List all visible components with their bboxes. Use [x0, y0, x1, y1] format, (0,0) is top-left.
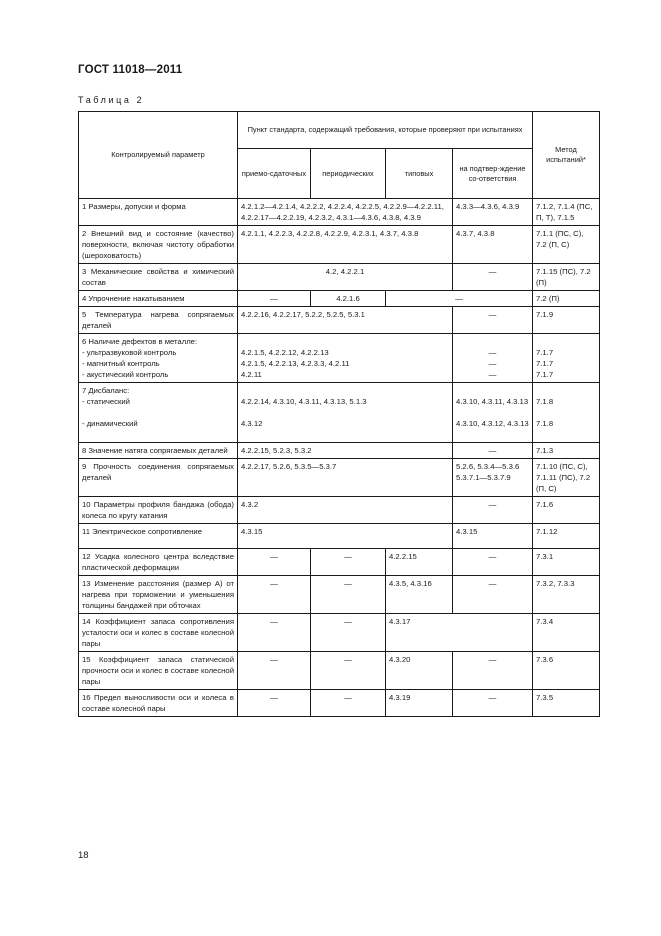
col-type: типовых	[386, 149, 453, 199]
table-row	[79, 383, 600, 443]
value-line: 4.2.11	[241, 370, 262, 379]
per-cell: 4.2.1.6	[311, 291, 386, 307]
value-line: 7.1.8	[536, 419, 554, 428]
param-cell: 11 Электрическое сопротивление	[79, 524, 238, 549]
per-cell: —	[311, 652, 386, 690]
table-row	[79, 497, 600, 524]
param-cell	[79, 383, 238, 443]
type-conf-cell: 4.3.17	[386, 614, 533, 652]
method-cell: 7.1.9	[533, 307, 600, 334]
table-caption: Таблица 2	[78, 95, 145, 105]
conf-cell: —	[453, 497, 533, 524]
acc-type-cell: 4.2.2.16, 4.2.2.17, 5.2.2, 5.2.5, 5.3.1	[238, 307, 453, 334]
table-row	[79, 443, 600, 459]
acc-type-cell: 4.3.2	[238, 497, 453, 524]
method-cell	[533, 383, 600, 443]
acc-cell: —	[238, 576, 311, 614]
param-sub: - динамический	[82, 419, 138, 428]
col-periodic: периодических	[311, 149, 386, 199]
acc-type-cell: 4.2, 4.2.2.1	[238, 264, 453, 291]
conf-cell: 5.2.6, 5.3.4—5.3.6 5.3.7.1—5.3.7.9	[453, 459, 533, 497]
table-row	[79, 226, 600, 264]
conf-cell: —	[453, 307, 533, 334]
method-cell: 7.3.6	[533, 652, 600, 690]
table-row	[79, 264, 600, 291]
type-cell: 4.3.19	[386, 690, 453, 717]
per-cell: —	[311, 549, 386, 576]
acc-cell: —	[238, 690, 311, 717]
per-cell: —	[311, 576, 386, 614]
method-cell: 7.1.1 (ПС, С), 7.2 (П, С)	[533, 226, 600, 264]
value-line: 7.1.8	[536, 397, 554, 406]
table-row	[79, 307, 600, 334]
conf-cell	[453, 383, 533, 443]
value-line: 7.1.7	[536, 370, 554, 379]
table-row	[79, 549, 600, 576]
table-row	[79, 524, 600, 549]
per-cell: —	[311, 690, 386, 717]
param-cell: 10 Параметры профиля бандажа (обода) колеса по кругу катания	[79, 497, 238, 524]
requirements-table	[78, 111, 600, 717]
param-cell: 4 Упрочнение накатыванием	[79, 291, 238, 307]
method-cell: 7.1.3	[533, 443, 600, 459]
acc-cell: —	[238, 652, 311, 690]
value-line: 4.3.10, 4.3.11, 4.3.13	[456, 397, 529, 406]
method-cell: 7.1.12	[533, 524, 600, 549]
type-conf-cell: —	[386, 291, 533, 307]
conf-cell: —	[453, 576, 533, 614]
type-cell: 4.3.5, 4.3.16	[386, 576, 453, 614]
method-cell: 7.3.1	[533, 549, 600, 576]
value-line: 7.1.7	[536, 348, 554, 357]
method-cell: 7.3.2, 7.3.3	[533, 576, 600, 614]
method-cell: 7.1.15 (ПС), 7.2 (П)	[533, 264, 600, 291]
acc-type-cell	[238, 383, 453, 443]
param-title: 7 Дисбаланс:	[82, 386, 130, 395]
table-row	[79, 652, 600, 690]
col-group: Пункт стандарта, содержащий требования, которые проверяют при испытаниях	[238, 112, 533, 149]
conf-cell: —	[453, 264, 533, 291]
param-sub: - ультразвуковой контроль	[82, 348, 177, 357]
method-cell: 7.1.6	[533, 497, 600, 524]
acc-type-cell: 4.2.2.15, 5.2.3, 5.3.2	[238, 443, 453, 459]
method-cell: 7.1.10 (ПС, С), 7.1.11 (ПС), 7.2 (П, С)	[533, 459, 600, 497]
param-cell	[79, 334, 238, 383]
value-line: —	[488, 370, 497, 379]
param-cell: 14 Коэффициент запаса сопротивления усталости оси и колес в составе колесной пары	[79, 614, 238, 652]
type-cell: 4.3.20	[386, 652, 453, 690]
value-line: 4.2.1.5, 4.2.2.13, 4.2.3.3, 4.2.11	[241, 359, 350, 368]
value-line: 7.1.7	[536, 359, 554, 368]
acc-cell: —	[238, 291, 311, 307]
col-conformity: на подтвер-ждение со-ответствия	[453, 149, 533, 199]
method-cell: 7.3.5	[533, 690, 600, 717]
param-cell: 1 Размеры, допуски и форма	[79, 199, 238, 226]
param-sub: - акустический контроль	[82, 370, 169, 379]
method-cell	[533, 334, 600, 383]
conf-cell	[453, 334, 533, 383]
conf-cell: —	[453, 443, 533, 459]
value-line: 4.2.2.14, 4.3.10, 4.3.11, 4.3.13, 5.1.3	[241, 397, 367, 406]
acc-type-cell: 4.2.1.1, 4.2.2.3, 4.2.2.8, 4.2.2.9, 4.2.3.1, 4.3.7, 4.3.8	[238, 226, 453, 264]
table-row	[79, 576, 600, 614]
page-number: 18	[78, 850, 89, 861]
param-cell: 5 Температура нагрева сопрягаемых деталей	[79, 307, 238, 334]
method-cell: 7.1.2, 7.1.4 (ПС, П, Т), 7.1.5	[533, 199, 600, 226]
param-sub: - статический	[82, 397, 130, 406]
param-cell: 12 Усадка колесного центра вследствие пластической деформации	[79, 549, 238, 576]
param-cell: 8 Значение натяга сопрягаемых деталей	[79, 443, 238, 459]
col-method: Метод испытаний*	[533, 112, 600, 199]
table-row	[79, 459, 600, 497]
table-row	[79, 690, 600, 717]
param-cell: 15 Коэффициент запаса статической прочности оси и колес в составе колесной пары	[79, 652, 238, 690]
table-row	[79, 291, 600, 307]
param-cell: 9 Прочность соединения сопрягаемых деталей	[79, 459, 238, 497]
param-sub: - магнитный контроль	[82, 359, 160, 368]
value-line: 4.3.12	[241, 419, 263, 428]
conf-cell: 4.3.7, 4.3.8	[453, 226, 533, 264]
param-cell: 2 Внешний вид и состояние (качество) поверхности, включая чистоту обработки (шероховатость)	[79, 226, 238, 264]
acc-type-cell: 4.2.2.17, 5.2.6, 5.3.5—5.3.7	[238, 459, 453, 497]
value-line: —	[488, 359, 497, 368]
document-header: ГОСТ 11018—2011	[78, 64, 183, 76]
value-line: 4.2.1.5, 4.2.2.12, 4.2.2.13	[241, 348, 329, 357]
conf-cell: 4.3.3—4.3.6, 4.3.9	[453, 199, 533, 226]
param-cell: 16 Предел выносливости оси и колеса в составе колесной пары	[79, 690, 238, 717]
conf-cell: —	[453, 690, 533, 717]
acc-type-cell: 4.2.1.2—4.2.1.4, 4.2.2.2, 4.2.2.4, 4.2.2.5, 4.2.2.9—4.2.2.11, 4.2.2.17—4.2.2.19, 4.2.3.2, 4.3.1—4.3.6, 4.3.8, 4.3.9	[238, 199, 453, 226]
acc-cell: —	[238, 614, 311, 652]
acc-cell: —	[238, 549, 311, 576]
per-cell: —	[311, 614, 386, 652]
acc-type-cell	[238, 334, 453, 383]
col-parameter: Контролируемый параметр	[79, 112, 238, 199]
method-cell: 7.2 (П)	[533, 291, 600, 307]
method-cell: 7.3.4	[533, 614, 600, 652]
value-line: —	[488, 348, 497, 357]
type-cell: 4.2.2.15	[386, 549, 453, 576]
param-title: 6 Наличие дефектов в металле:	[82, 337, 198, 346]
acc-type-cell: 4.3.15	[238, 524, 453, 549]
col-acceptance: приемо-сдаточных	[238, 149, 311, 199]
table-row	[79, 199, 600, 226]
param-cell: 13 Изменение расстояния (размер А) от нагрева при торможении и уменьшения толщины бандажей при обточках	[79, 576, 238, 614]
value-line: 4.3.10, 4.3.12, 4.3.13	[456, 419, 529, 428]
param-cell: 3 Механические свойства и химический состав	[79, 264, 238, 291]
table-row	[79, 334, 600, 383]
conf-cell: 4.3.15	[453, 524, 533, 549]
conf-cell: —	[453, 549, 533, 576]
table-row	[79, 614, 600, 652]
table-header-row	[79, 112, 600, 149]
conf-cell: —	[453, 652, 533, 690]
